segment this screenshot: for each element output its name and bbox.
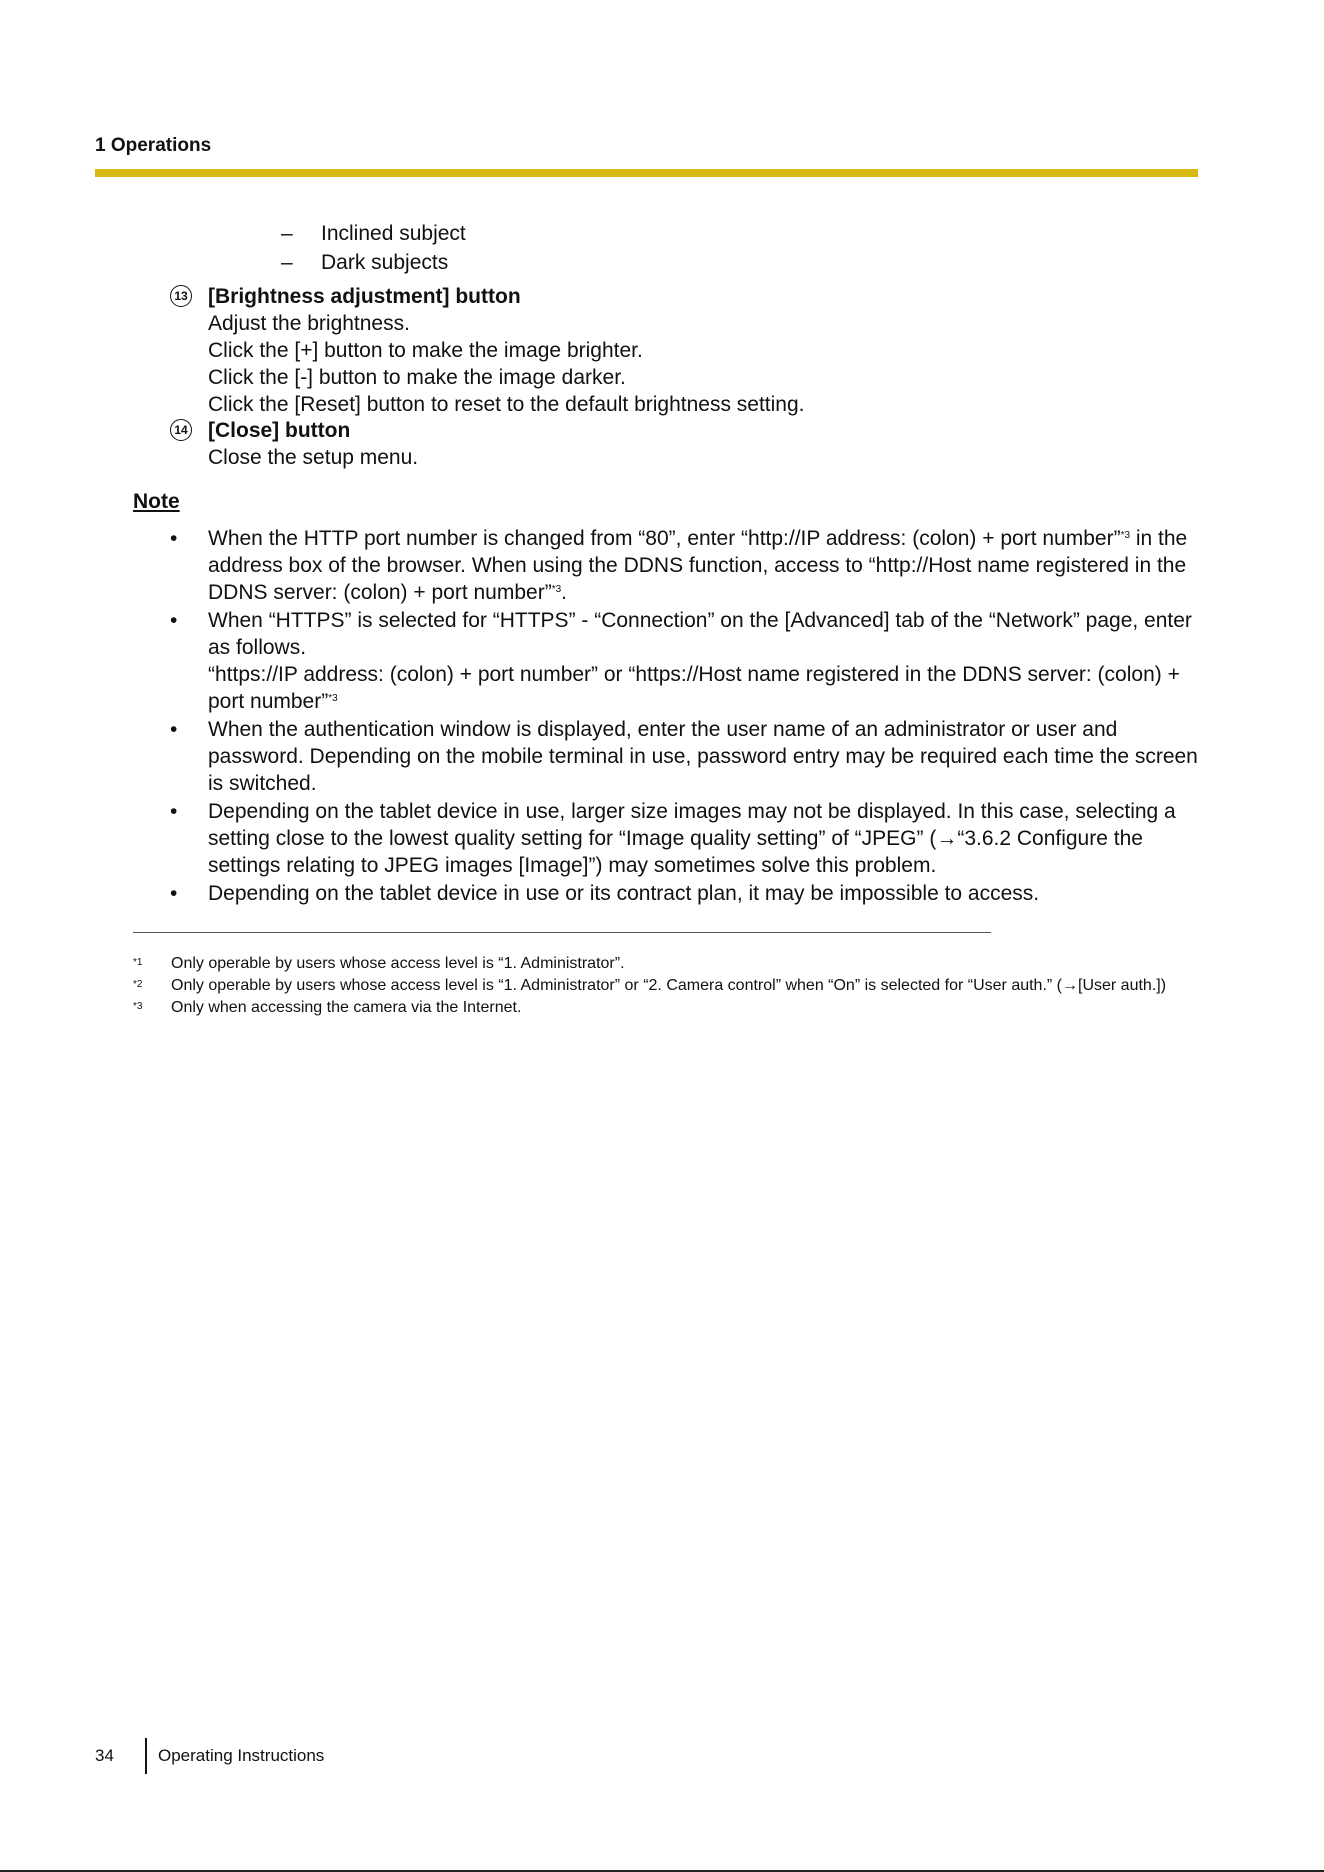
- footnote: [133, 975, 1200, 997]
- dash-marker: –: [281, 222, 293, 245]
- footnote-divider: [133, 932, 991, 933]
- bullet-text: Depending on the tablet device in use, larger size images may not be displayed. In this case, selecting a setting close to the lowest quality setting for “Image quality setting” of “JPEG” (→“3.6.2 Configure the settings relating to JPEG images [Image]”) may sometimes solve this problem.: [208, 800, 1176, 877]
- dash-list-item: [281, 251, 448, 275]
- footer-label: Operating Instructions: [158, 1746, 325, 1765]
- bullet-text: .: [561, 581, 567, 604]
- footnote-mark: *3: [133, 1001, 143, 1012]
- item-line: Close the setup menu.: [208, 446, 419, 469]
- note-bullet: [170, 798, 1200, 879]
- bullet-text: When “HTTPS” is selected for “HTTPS” - “Connection” on the [Advanced] tab of the “Network” page, enter as follows.: [208, 609, 1192, 659]
- item-line: Click the [Reset] button to reset to the default brightness setting.: [208, 393, 805, 416]
- footnote-text: Only operable by users whose access level is “1. Administrator” or “2. Camera control” when “On” is selected for “User auth.” (→[User auth.]): [171, 977, 1167, 994]
- note-bullet-list: [170, 525, 1200, 908]
- item-brightness-adjustment: [170, 283, 805, 418]
- bullet-marker: •: [170, 609, 178, 632]
- item-line: Click the [+] button to make the image brighter.: [208, 339, 643, 362]
- item-close-button: [170, 417, 418, 471]
- item-title: [Close] button: [208, 419, 351, 442]
- page-number: 34: [95, 1746, 114, 1765]
- section-title: 1 Operations: [95, 135, 212, 156]
- footnote-text: Only operable by users whose access level is “1. Administrator”.: [171, 955, 625, 972]
- bullet-marker: •: [170, 882, 178, 905]
- footnote-ref: *3: [328, 693, 338, 704]
- bullet-text: When the HTTP port number is changed from “80”, enter “http://IP address: (colon) + port number”: [208, 527, 1121, 550]
- footnote-ref: *3: [1120, 530, 1131, 541]
- note-bullet: [170, 880, 1200, 907]
- bullet-text: Depending on the tablet device in use or its contract plan, it may be impossible to access.: [208, 882, 1040, 905]
- footnote-text: Only when accessing the camera via the Internet.: [171, 999, 522, 1016]
- item-number-14: 14: [170, 419, 192, 441]
- note-bullet: [170, 607, 1200, 715]
- footnote-mark: *2: [133, 979, 143, 990]
- dash-item-text: Inclined subject: [321, 222, 466, 245]
- item-line: Click the [-] button to make the image darker.: [208, 366, 626, 389]
- bullet-text: in the address box of the browser. When using the DDNS function, access to “http://Host name registered in the DDNS server: (colon) + port number”: [208, 527, 1188, 604]
- note-heading: Note: [133, 490, 180, 513]
- bullet-text: “https://IP address: (colon) + port number” or “https://Host name registered in the DDNS server: (colon) + port number”: [208, 663, 1180, 713]
- footer-separator: [145, 1738, 147, 1774]
- footnote: [133, 997, 1200, 1019]
- header-rule: [95, 169, 1198, 177]
- bullet-marker: •: [170, 718, 178, 741]
- note-bullet: [170, 716, 1200, 797]
- dash-list-item: [281, 222, 466, 246]
- footnote-list: [133, 953, 1200, 1019]
- note-bullet: [170, 525, 1200, 606]
- footnote: [133, 953, 1200, 975]
- bullet-marker: •: [170, 800, 178, 823]
- item-title: [Brightness adjustment] button: [208, 285, 521, 308]
- footnote-mark: *1: [133, 957, 143, 968]
- dash-item-text: Dark subjects: [321, 251, 449, 274]
- footnote-ref: *3: [551, 584, 562, 595]
- item-line: Adjust the brightness.: [208, 312, 410, 335]
- dash-marker: –: [281, 251, 293, 274]
- item-number-13: 13: [170, 285, 192, 307]
- bullet-text: When the authentication window is displayed, enter the user name of an administrator or user and password. Depending on the mobile terminal in use, password entry may be required each time the screen is switched.: [208, 718, 1198, 795]
- bullet-marker: •: [170, 527, 178, 550]
